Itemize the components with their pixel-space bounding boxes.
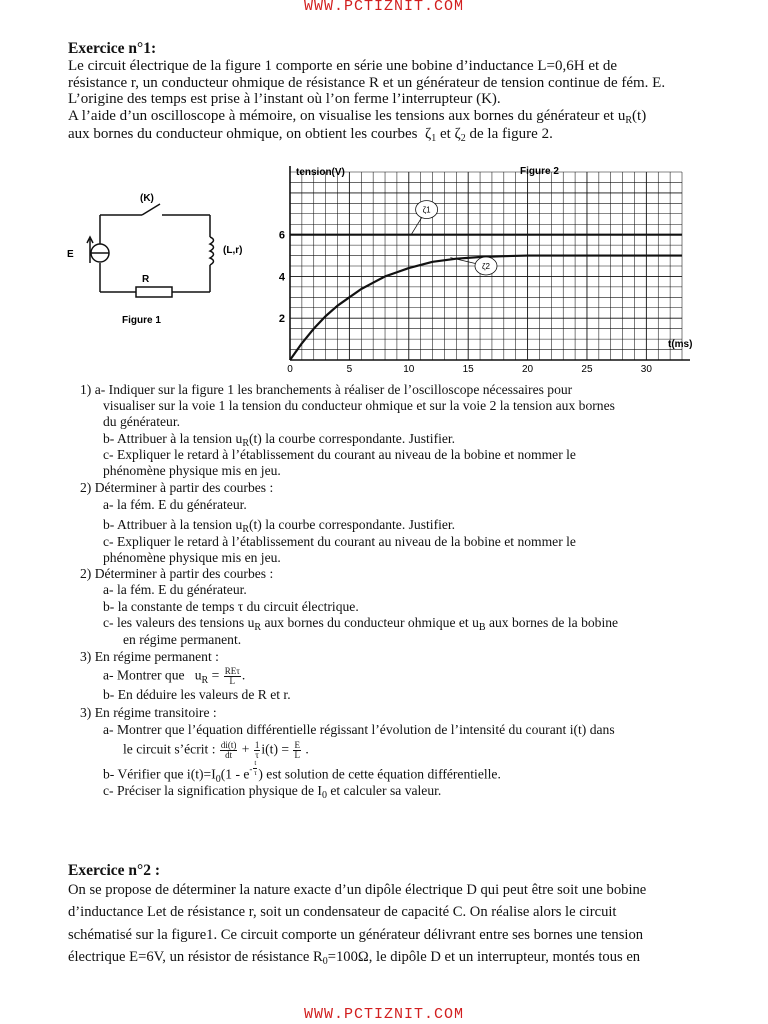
question-text: b- Attribuer à la tension u [103, 517, 243, 532]
question-line [103, 582, 247, 598]
x-tick-label: 5 [346, 364, 353, 375]
statement-text: de la figure 2. [469, 126, 553, 142]
statement-line: résistance r, un conducteur ohmique de résistance R et un générateur de tension continue de fém. E. [68, 74, 666, 91]
statement-text: électrique E=6V, un résistor de résistance R [68, 949, 323, 966]
question-line [103, 615, 618, 631]
question-text: 3) En régime permanent : [80, 649, 219, 664]
question-line [103, 534, 576, 550]
question-text: en régime permanent. [123, 632, 242, 647]
question-line [80, 382, 572, 398]
statement-line [68, 108, 700, 127]
question-text: a- Montrer que [103, 667, 185, 683]
switch-label: (K) [140, 193, 154, 204]
statement-line: schématisé sur la figure1. Ce circuit comporte un générateur délivrant entre ses bornes une tension [68, 926, 644, 943]
formula-fraction [220, 741, 238, 760]
fraction-denominator: L [294, 750, 300, 760]
x-tick-label: 10 [403, 364, 415, 375]
curve-symbol: ζ [425, 126, 432, 142]
question-line [103, 517, 455, 533]
exercise-1-title: Exercice n°1: [68, 40, 157, 57]
question-text: a- Montrer que l’équation différentielle régissant l’évolution de l’intensité du courant i(t) dans [103, 722, 615, 737]
curve-symbol: ζ [454, 126, 461, 142]
question-text: aux bornes du conducteur ohmique et u [261, 615, 479, 630]
x-axis-label: t(ms) [668, 339, 693, 350]
resistor-label: R [142, 274, 150, 285]
y-tick-label: 4 [278, 271, 285, 284]
subscript: B [478, 622, 486, 633]
statement-line: L’origine des temps est prise à l’instant où l’on ferme l’interrupteur (K). [68, 91, 501, 107]
y-tick-label: 6 [278, 229, 285, 242]
statement-line [68, 126, 700, 145]
figure-2-chart [262, 160, 732, 375]
formula-text: + [241, 741, 250, 757]
fraction-numerator: t [254, 759, 257, 767]
question-line [103, 398, 615, 414]
question-text: b- En déduire les valeurs de R et r. [103, 687, 291, 702]
site-url-header[interactable]: WWW.PCTIZNIT.COM [303, 0, 465, 15]
question-text: (t) la courbe correspondante. Justifier. [248, 431, 456, 446]
x-tick-label: 30 [640, 364, 652, 375]
statement-text: (t) [632, 107, 647, 124]
question-line [103, 463, 281, 479]
statement-line: On se propose de déterminer la nature exacte d’un dipôle électrique D qui peut être soit une bobine [68, 882, 647, 898]
curve-label: ζ1 [422, 205, 431, 215]
formula-fraction [254, 741, 261, 760]
x-tick-label: 20 [522, 364, 534, 375]
question-line [103, 722, 615, 738]
statement-line: d’inductance Let de résistance r, soit un condensateur de capacité C. On réalise alors le circuit [68, 904, 617, 921]
question-text: phénomène physique mis en jeu. [103, 550, 281, 565]
fraction-denominator: τ [253, 769, 257, 777]
generator-label: E [67, 249, 74, 260]
curve-label-bubble [411, 201, 437, 235]
statement-text: et [439, 126, 451, 142]
question-text: a- la fém. E du générateur. [103, 582, 247, 597]
subscript: R [201, 674, 209, 686]
question-text: du générateur. [103, 414, 180, 429]
coil-symbol [210, 237, 214, 265]
question-line [103, 550, 281, 566]
fraction-numerator: di(t) [220, 740, 237, 750]
question-text: 2) Déterminer à partir des courbes : [80, 480, 274, 495]
subscript: 2 [460, 133, 466, 144]
site-url-footer[interactable]: WWW.PCTIZNIT.COM [303, 1006, 465, 1023]
y-axis-label: tension(V) [296, 167, 345, 178]
question-text: 1) a- Indiquer sur la figure 1 les branchements à réaliser de l’oscilloscope nécessaires pour [80, 382, 573, 397]
resistor-symbol [136, 287, 172, 297]
formula-text: (1 - e [220, 766, 250, 782]
y-tick-label: 2 [278, 313, 285, 326]
question-text: c- les valeurs des tensions u [103, 615, 255, 630]
question-line: a- Montrer que $u_R$ = $\frac{\text{REτ}}{L}$ . [103, 666, 246, 686]
question-line: le circuit s’écrit : $\frac{di(t)}{dt}$ + $\frac{1}{\tau}$ i(t) = $\frac{E}{L}$ . [123, 740, 309, 760]
subscript: R [242, 524, 249, 535]
question-text: b- Vérifier que i(t)=I [103, 766, 216, 782]
subscript: R [242, 438, 249, 449]
x-tick-label: 15 [462, 364, 474, 375]
subscript: R [254, 622, 262, 633]
statement-line: Le circuit électrique de la figure 1 comporte en série une bobine d’inductance L=0,6H et de [68, 58, 618, 74]
question-line [103, 783, 441, 799]
question-text: 3) En régime transitoire : [80, 705, 217, 720]
statement-text: aux bornes du conducteur ohmique, on obtient les courbes [68, 126, 418, 142]
figure-1-caption: Figure 1 [122, 315, 161, 326]
question-line [103, 447, 576, 463]
subscript: 1 [431, 133, 437, 144]
statement-text: =100Ω, le dipôle D et un interrupteur, montés tous en [327, 949, 641, 966]
chart-ticks [279, 230, 652, 375]
question-line [103, 414, 180, 430]
question-line [103, 431, 455, 447]
figure-1-circuit [60, 185, 243, 335]
curve-label: ζ2 [482, 262, 490, 271]
question-text: 2) Déterminer à partir des courbes : [80, 566, 274, 581]
question-text: b- Attribuer à la tension u [103, 431, 243, 446]
exercise-2-statement [68, 879, 700, 971]
exercise-2-title: Exercice n°2 : [68, 862, 160, 879]
question-text: c- Expliquer le retard à l’établissement du courant au niveau de la bobine et nommer le [103, 534, 576, 549]
coil-label: (L,r) [223, 245, 243, 256]
question-text: c- Expliquer le retard à l’établissement du courant au niveau de la bobine et nommer le [103, 447, 576, 462]
question-text: aux bornes de la bobine [485, 615, 619, 630]
question-line [103, 687, 291, 703]
question-line [80, 480, 273, 496]
subscript: 0 [321, 790, 327, 801]
subscript: 0 [215, 773, 221, 785]
x-tick-label: 0 [287, 364, 293, 375]
exponent-sign: - [249, 763, 253, 774]
formula-text: i(t) = [261, 741, 290, 757]
exponent-fraction [253, 759, 257, 778]
statement-line [68, 946, 700, 970]
figure-2-caption: Figure 2 [520, 166, 559, 177]
question-text: le circuit s’écrit : [123, 741, 216, 757]
subscript: 0 [322, 956, 328, 968]
formula-text: = [211, 667, 220, 683]
x-tick-label: 25 [581, 364, 593, 375]
switch-blade [142, 204, 160, 215]
formula-fraction [293, 741, 301, 760]
formula-text: u [194, 667, 202, 683]
question-line [103, 497, 247, 513]
question-text: c- Préciser la signification physique de I [103, 783, 322, 798]
subscript: R [625, 114, 633, 126]
question-text: phénomène physique mis en jeu. [103, 463, 281, 478]
question-line [80, 649, 219, 665]
question-text: b- la constante de temps τ du circuit électrique. [103, 599, 359, 614]
fraction-denominator: dt [225, 750, 233, 760]
formula-fraction [224, 667, 241, 686]
formula-text: ) est solution de cette équation différentielle. [258, 766, 501, 782]
question-line [103, 599, 359, 615]
question-line [80, 566, 273, 582]
fraction-numerator: 1 [254, 740, 260, 750]
question-line [80, 705, 217, 721]
formula-text: et calculer sa valeur. [326, 783, 442, 798]
question-line [123, 632, 241, 648]
fraction-denominator: L [229, 676, 235, 686]
fraction-numerator: E [294, 740, 300, 750]
question-text: visualiser sur la voie 1 la tension du conducteur ohmique et sur la voie 2 la tension aux bornes [103, 398, 615, 413]
fraction-numerator: REτ [224, 666, 240, 676]
question-text: (t) la courbe correspondante. Justifier. [248, 517, 456, 532]
exercise-1-statement [68, 58, 700, 145]
question-text: a- la fém. E du générateur. [103, 497, 247, 512]
fraction-denominator: τ [255, 750, 259, 760]
statement-text: A l’aide d’un oscilloscope à mémoire, on visualise les tensions aux bornes du générateur et u [68, 107, 626, 124]
